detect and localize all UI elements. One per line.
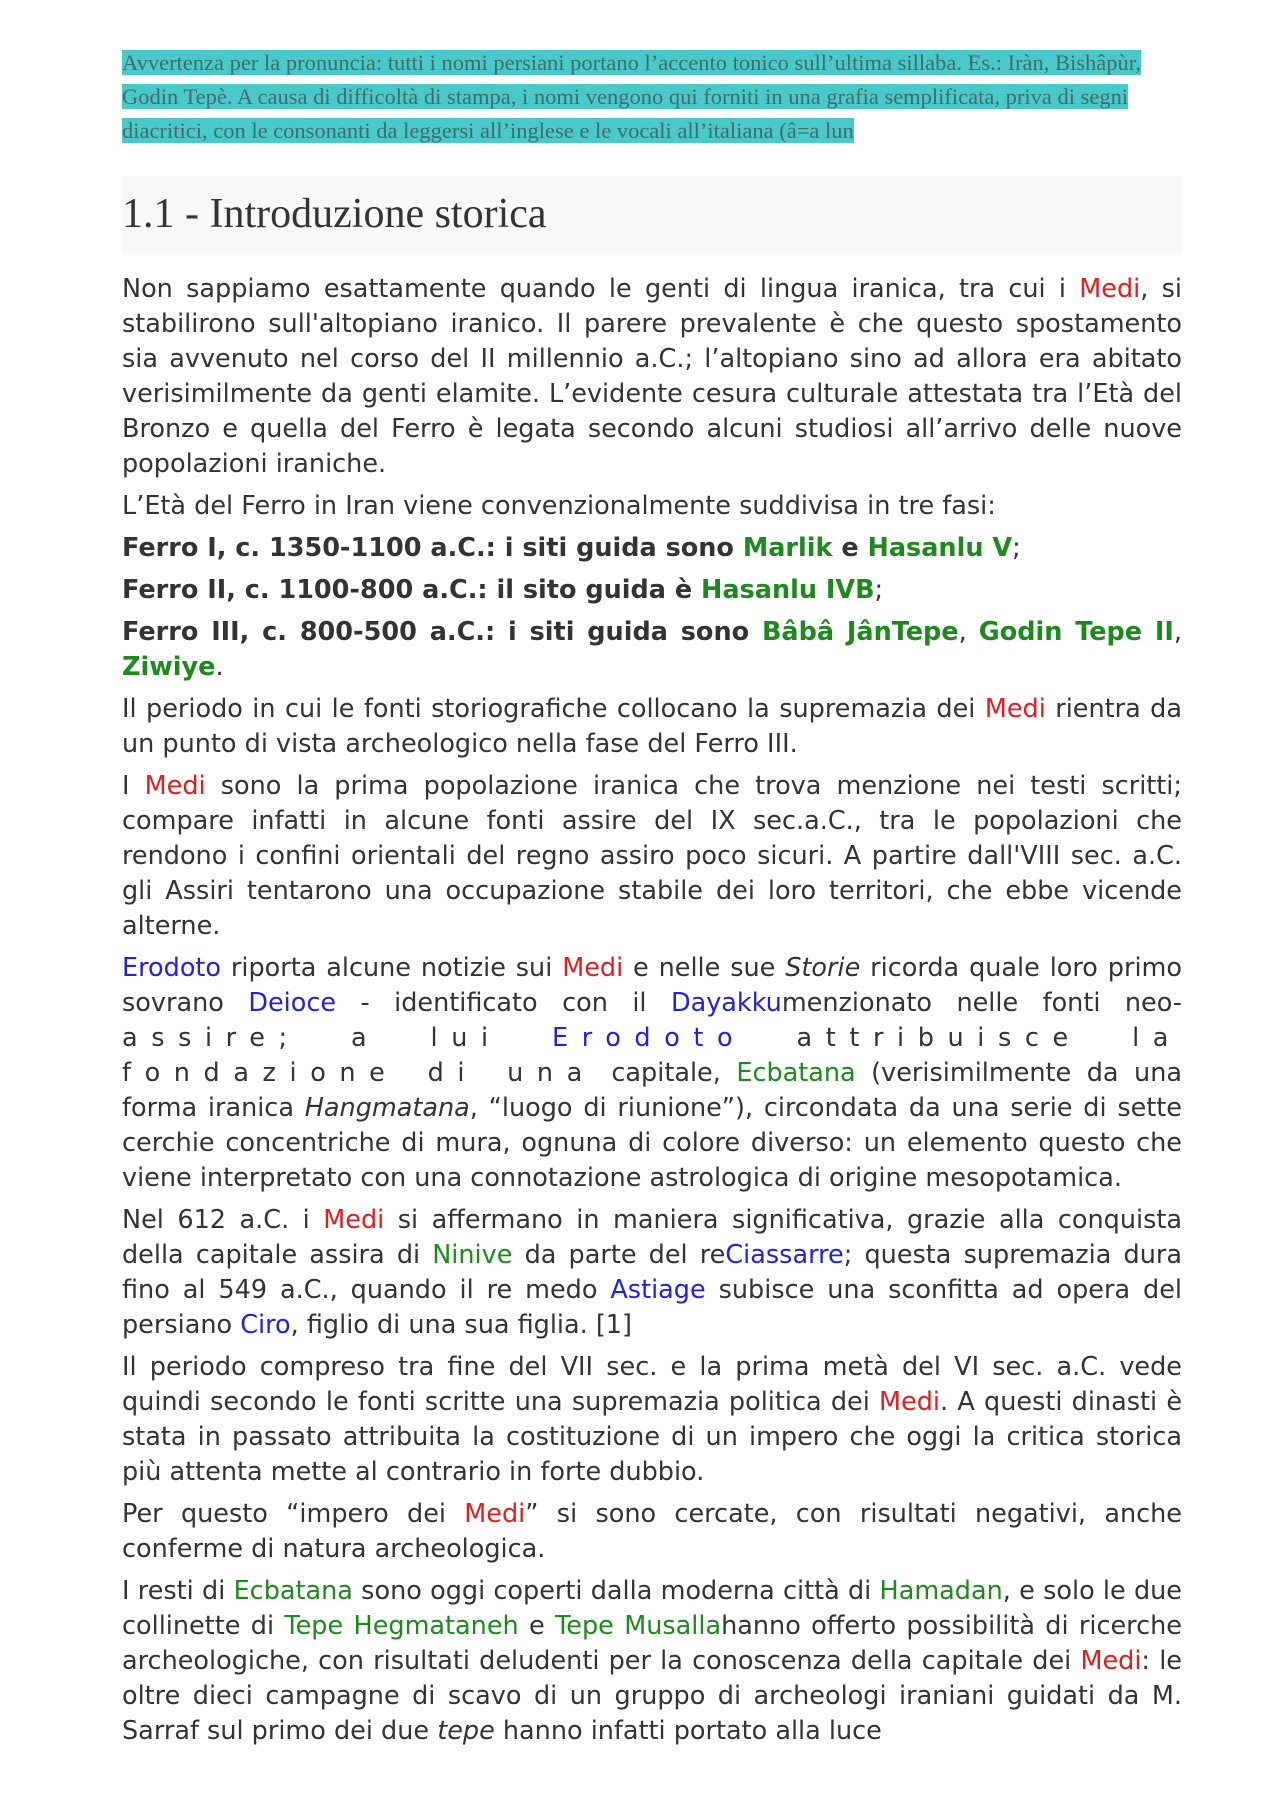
text: sono oggi coperti dalla moderna città di (352, 1576, 880, 1606)
text: capitale, (611, 1058, 737, 1088)
text: Per questo “impero dei (122, 1499, 465, 1529)
text: , figlio di una sua figlia. [1] (290, 1310, 632, 1340)
link-erodoto[interactable]: Erodoto (552, 1023, 747, 1053)
link-marlik[interactable]: Marlik (742, 533, 833, 563)
text: ; (874, 575, 884, 605)
text: ricorda quale loro primo sovrano (122, 953, 1182, 1018)
text: Il periodo in cui le fonti storiografiche collocano la supremazia dei (122, 694, 985, 724)
link-dayakku[interactable]: Dayakku (670, 988, 782, 1018)
paragraph-612 (122, 1203, 1182, 1343)
link-astiage[interactable]: Astiage (610, 1275, 706, 1305)
link-medi[interactable]: Medi (323, 1205, 385, 1235)
text: menzionato nelle fonti neo- (781, 988, 1182, 1018)
paragraph-ecbatana-remains (122, 1574, 1182, 1749)
text: : le oltre dieci campagne di scavo di un gruppo di archeologi iraniani guidati da M. Sarraf sul primo dei due (122, 1646, 1182, 1746)
link-tepe-musalla[interactable]: Tepe Musalla (555, 1611, 722, 1641)
text: , e solo le due collinette di (122, 1576, 1182, 1641)
text-tepe: tepe (437, 1716, 495, 1746)
link-hamadan[interactable]: Hamadan (879, 1576, 1003, 1606)
link-ecbatana[interactable]: Ecbatana (736, 1058, 856, 1088)
link-medi[interactable]: Medi (879, 1387, 941, 1417)
text: Non sappiamo esattamente quando le genti di lingua iranica, tra cui i (122, 274, 1080, 304)
paragraph-supremacy (122, 692, 1182, 762)
text: Ferro I, c. 1350-1100 a.C.: i siti guida sono (122, 533, 743, 563)
text: rientra da un punto di vista archeologico nella fase del Ferro III. (122, 694, 1182, 759)
text: Ferro III, c. 800-500 a.C.: i siti guida sono (122, 617, 762, 647)
text: (verisimilmente da una forma iranica (122, 1058, 1182, 1123)
text: da parte del re (512, 1240, 726, 1270)
notice-highlight: Avvertenza per la pronuncia: tutti i nomi persiani portano l’accento tonico sull’ultima sillaba. Es.: Iràn, Bishâpùr, Godin Tepè. A causa di difficoltà di stampa, i nomi vengono qui forniti in una grafia semplificata, priva di segni diacritici, con le consonanti da leggersi all’inglese e le vocali all’italiana (â=a lun (122, 50, 1142, 143)
link-ecbatana[interactable]: Ecbatana (233, 1576, 353, 1606)
link-ciassarre[interactable]: Ciassarre (725, 1240, 844, 1270)
link-tepe-hegmataneh[interactable]: Tepe Hegmataneh (284, 1611, 519, 1641)
paragraph-intro (122, 272, 1182, 482)
paragraph-empire-doubt (122, 1350, 1182, 1490)
text: , (958, 617, 979, 647)
text: ; (1012, 533, 1021, 563)
text: , (1173, 617, 1182, 647)
link-hasanlu-ivb[interactable]: Hasanlu IVB (701, 575, 875, 605)
link-medi[interactable]: Medi (984, 694, 1046, 724)
text: e nelle sue (623, 953, 786, 983)
ferro-1-line (122, 531, 1182, 566)
paragraph-phases-intro: L’Età del Ferro in Iran viene convenzionalmente suddivisa in tre fasi: (122, 491, 996, 521)
link-baba-jan-tepe[interactable]: Bâbâ JânTepe (761, 617, 959, 647)
text: Nel 612 a.C. i (122, 1205, 324, 1235)
article-body (122, 272, 1182, 1756)
text: , si stabilirono sull'altopiano iranico. Il parere prevalente è che questo spostamento sia avvenuto nel corso del II millennio a.C.; l’altopiano sino ad allora era abitato verisimilmente da genti elamite. L’evidente cesura culturale attestata tra l’Età del Bronzo e quella del Ferro è legata secondo alcuni studiosi all’arrivo delle nuove popolazioni iraniche. (122, 274, 1182, 479)
text: e (832, 533, 868, 563)
link-ciro[interactable]: Ciro (240, 1310, 291, 1340)
text: hanno offerto possibilità di ricerche archeologiche, con risultati deludenti per la conoscenza della capitale dei (122, 1611, 1182, 1676)
link-erodoto[interactable]: Erodoto (122, 953, 222, 983)
paragraph-archaeology (122, 1497, 1182, 1567)
ferro-2-line (122, 573, 1182, 608)
pronunciation-notice (122, 46, 1182, 148)
text: e (518, 1611, 556, 1641)
text: , “luogo di riunione”), circondata da una serie di sette cerchie concentriche di mura, ognuna di colore diverso: un elemento questo che viene interpretato con una connotazione astrologica di origine mesopotamica. (122, 1093, 1182, 1193)
section-heading-block (122, 176, 1182, 254)
link-medi[interactable]: Medi (1080, 1646, 1142, 1676)
text: I (122, 771, 145, 801)
text-storie: Storie (785, 953, 861, 983)
link-medi[interactable]: Medi (1079, 274, 1141, 304)
link-medi[interactable]: Medi (144, 771, 206, 801)
link-hasanlu-v[interactable]: Hasanlu V (867, 533, 1013, 563)
link-ninive[interactable]: Ninive (432, 1240, 513, 1270)
text: . (215, 652, 224, 682)
text-spaced: assire; a lui (122, 1023, 552, 1053)
paragraph-assyrian-sources (122, 769, 1182, 944)
text: Ferro II, c. 1100-800 a.C.: il sito guida è (122, 575, 702, 605)
section-heading: 1.1 - Introduzione storica (122, 191, 547, 237)
link-ziwiye[interactable]: Ziwiye (122, 652, 216, 682)
text: - identificato con il (336, 988, 671, 1018)
text: hanno infatti portato alla luce (494, 1716, 882, 1746)
link-deioce[interactable]: Deioce (248, 988, 337, 1018)
text: sono la prima popolazione iranica che trova menzione nei testi scritti; compare infatti in alcune fonti assire del IX sec.a.C., tra le popolazioni che rendono i confini orientali del regno assiro poco sicuri. A partire dall'VIII sec. a.C. gli Assiri tentarono una occupazione stabile dei loro territori, che ebbe vicende alterne. (122, 771, 1182, 941)
text: si affermano in maniera significativa, grazie alla conquista della capitale assira di (122, 1205, 1182, 1270)
paragraph-herodotus (122, 951, 1182, 1196)
link-medi[interactable]: Medi (562, 953, 624, 983)
ferro-3-line (122, 615, 1182, 685)
text: ; questa supremazia dura fino al 549 a.C., quando il re medo (122, 1240, 1182, 1305)
text: Il periodo compreso tra fine del VII sec. e la prima metà del VI sec. a.C. vede quindi secondo le fonti scritte una supremazia politica dei (122, 1352, 1182, 1417)
text: . A questi dinasti è stata in passato attribuita la costituzione di un impero che oggi la critica storica più attenta mette al contrario in forte dubbio. (122, 1387, 1183, 1487)
text-spaced: attribuisce la fondazione di una (122, 1023, 1182, 1088)
text: riporta alcune notizie sui (221, 953, 563, 983)
link-godin-tepe[interactable]: Godin Tepe II (978, 617, 1174, 647)
text: I resti di (122, 1576, 234, 1606)
text: subisce una sconfitta ad opera del persiano (122, 1275, 1182, 1340)
text: ” si sono cercate, con risultati negativi, anche conferme di natura archeologica. (122, 1499, 1182, 1564)
link-medi[interactable]: Medi (464, 1499, 526, 1529)
text-hangmatana: Hangmatana (304, 1093, 470, 1123)
